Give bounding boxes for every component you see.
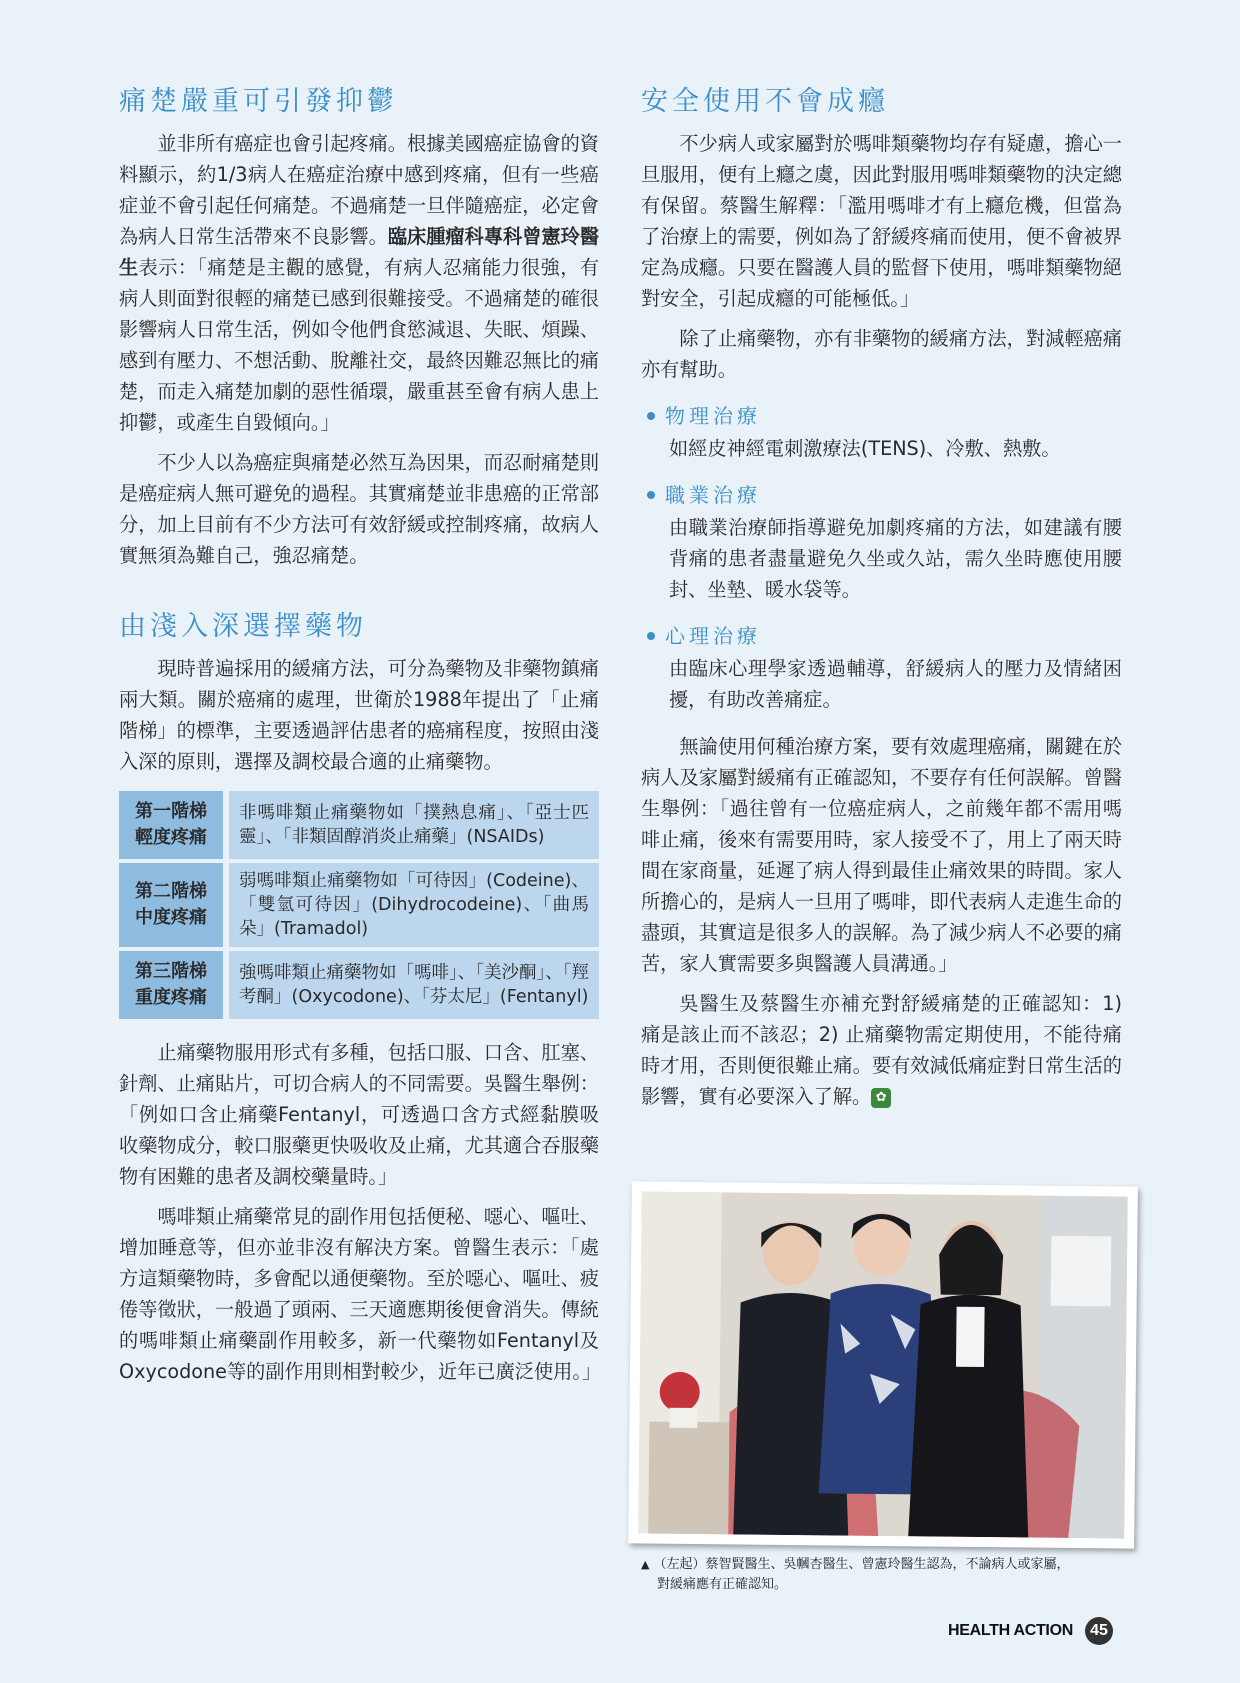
right-column — [641, 80, 1122, 1112]
section-title: 痛楚嚴重可引發抑鬱 — [119, 86, 398, 117]
paragraph: 除了止痛藥物，亦有非藥物的緩痛方法，對減輕癌痛亦有幫助。 — [641, 327, 1122, 381]
stage-cell — [119, 863, 229, 947]
photo-caption — [641, 1555, 1131, 1595]
stage-cell — [119, 951, 229, 1019]
paragraph — [119, 128, 599, 438]
stage-description: 弱嗎啡類止痛藥物如「可待因」(Codeine)、「雙氫可待因」(Dihydrocodeine)、「曲馬朵」(Tramadol) — [229, 863, 599, 947]
page-footer — [948, 1616, 1113, 1646]
pain-level-label: 輕度疼痛 — [135, 827, 207, 848]
bullet-body: 由臨床心理學家透過輔導，舒緩病人的壓力及情緒困擾，有助改善痛症。 — [669, 657, 1122, 711]
pain-ladder-table — [119, 787, 599, 1023]
table-row — [119, 791, 599, 859]
stage-description: 非嗎啡類止痛藥物如「撲熱息痛」、「亞士匹靈」、「非類固醇消炎止痛藥」(NSAIDs) — [229, 791, 599, 859]
stage-description: 強嗎啡類止痛藥物如「嗎啡」、「美沙酮」、「羥考酮」(Oxycodone)、「芬太尼」(Fentanyl) — [229, 951, 599, 1019]
left-column — [119, 80, 602, 1387]
page-number: 45 — [1085, 1617, 1113, 1645]
magazine-logo-icon: ✿ — [871, 1088, 891, 1108]
paragraph: 不少人以為癌症與痛楚必然互為因果，而忍耐痛楚則是癌症病人無可避免的過程。其實痛楚並非患癌的正常部分，加上目前有不少方法可有效舒緩或控制疼痛，故病人實無須為難自己，強忍痛楚。 — [119, 451, 599, 567]
bullet-heading — [641, 480, 1122, 510]
bullet-heading — [641, 401, 1122, 431]
doctors-photo — [628, 1181, 1138, 1548]
caption-text: 對緩痛應有正確認知。 — [657, 1577, 788, 1592]
paragraph: 止痛藥物服用形式有多種，包括口服、口含、肛塞、針劑、止痛貼片，可切合病人的不同需要。吳醫生舉例：「例如口含止痛藥Fentanyl，可透過口含方式經黏膜吸收藥物成分，較口服藥更快吸收及止痛，尤其適合吞服藥物有困難的患者及調校藥量時。」 — [119, 1041, 599, 1188]
paragraph: 嗎啡類止痛藥常見的副作用包括便秘、噁心、嘔吐、增加睡意等，但亦並非沒有解決方案。曾醫生表示：「處方這類藥物時，多會配以通便藥物。至於噁心、嘔吐、疲倦等徵狀，一般過了頭兩、三天適應期後便會消失。傳統的嗎啡類止痛藥副作用較多，新一代藥物如Fentanyl及Oxycodone等的副作用則相對較少，近年已廣泛使用。」 — [119, 1205, 602, 1383]
stage-label: 第二階梯 — [135, 881, 207, 902]
paragraph: 不少病人或家屬對於嗎啡類藥物均存有疑慮，擔心一旦服用，便有上癮之虞，因此對服用嗎啡類藥物的決定總有保留。蔡醫生解釋：「濫用嗎啡才有上癮危機，但當為了治療上的需要，例如為了舒緩疼痛而使用，便不會被界定為成癮。只要在醫護人員的監督下使用，嗎啡類藥物絕對安全，引起成癮的可能極低。」 — [641, 132, 1122, 310]
paragraph-text: 表示：「痛楚是主觀的感覺，有病人忍痛能力很強，有病人則面對很輕的痛楚已感到很難接受。不過痛楚的確很影響病人日常生活，例如令他們食慾減退、失眠、煩躁、感到有壓力、不想活動、脫離社交，最終因難忍無比的痛楚，而走入痛楚加劇的惡性循環，嚴重甚至會有病人患上抑鬱，或產生自毀傾向。」 — [119, 256, 600, 434]
magazine-brand: HEALTH ACTION — [948, 1622, 1073, 1639]
paragraph: 無論使用何種治療方案，要有效處理癌痛，關鍵在於病人及家屬對緩痛有正確認知，不要存有任何誤解。曾醫生舉例：「過往曾有一位癌症病人，之前幾年都不需用嗎啡止痛，後來有需要用時，家人接受不了，用上了兩天時間在家商量，延遲了病人得到最佳止痛效果的時間。家人所擔心的，是病人一旦用了嗎啡，即代表病人走進生命的盡頭，其實這是很多人的誤解。為了減少病人不必要的痛苦，家人實需要多與醫護人員溝通。」 — [641, 735, 1122, 975]
bullet-title-text: 物理治療 — [665, 404, 761, 428]
stage-label: 第三階梯 — [135, 961, 207, 982]
table-row — [119, 863, 599, 947]
bullet-dot-icon — [647, 632, 655, 640]
bullet-dot-icon — [647, 412, 655, 420]
bullet-title-text: 心理治療 — [665, 624, 761, 648]
photo-illustration — [638, 1191, 1128, 1538]
pain-level-label: 重度疼痛 — [135, 987, 207, 1008]
bullet-title-text: 職業治療 — [665, 483, 761, 507]
doctor-name: 臨床腫瘤科專科曾憲玲醫生 — [119, 225, 600, 279]
paragraph — [641, 988, 1122, 1112]
paragraph: 現時普遍採用的緩痛方法，可分為藥物及非藥物鎮痛兩大類。關於癌痛的處理，世衛於1988年提出了「止痛階梯」的標準，主要透過評估患者的癌痛程度，按照由淺入深的原則，選擇及調校最合適的止痛藥物。 — [119, 657, 599, 773]
bullet-body: 如經皮神經電刺激療法(TENS)、冷敷、熱敷。 — [669, 437, 1061, 460]
bullet-heading — [641, 621, 1122, 651]
bullet-body: 由職業治療師指導避免加劇疼痛的方法，如建議有腰背痛的患者盡量避免久坐或久站，需久坐時應使用腰封、坐墊、暖水袋等。 — [669, 516, 1122, 601]
stage-cell — [119, 791, 229, 859]
pain-level-label: 中度疼痛 — [135, 907, 207, 928]
section-title: 由淺入深選擇藥物 — [119, 611, 367, 642]
section-title: 安全使用不會成癮 — [641, 86, 889, 117]
paragraph-text: 並非所有癌症也會引起疼痛。根據美國癌症協會的資料顯示，約1/3病人在癌症治療中感到疼痛，但有一些癌症並不會引起任何痛楚。不過痛楚一旦伴隨癌症，必定會為病人日常生活帶來不良影響。 — [119, 132, 599, 248]
paragraph-text: 吳醫生及蔡醫生亦補充對舒緩痛楚的正確認知：1) 痛是該止而不該忍；2) 止痛藥物需定期使用，不能待痛時才用，否則便很難止痛。要有效減低痛症對日常生活的影響，實有必要深入了解。 — [641, 992, 1122, 1108]
table-row — [119, 951, 599, 1019]
bullet-dot-icon — [647, 491, 655, 499]
triangle-icon: ▲ — [641, 1558, 650, 1571]
stage-label: 第一階梯 — [135, 801, 207, 822]
caption-text: （左起）蔡智賢醫生、吳幗杏醫生、曾憲玲醫生認為，不論病人或家屬， — [653, 1557, 1070, 1572]
